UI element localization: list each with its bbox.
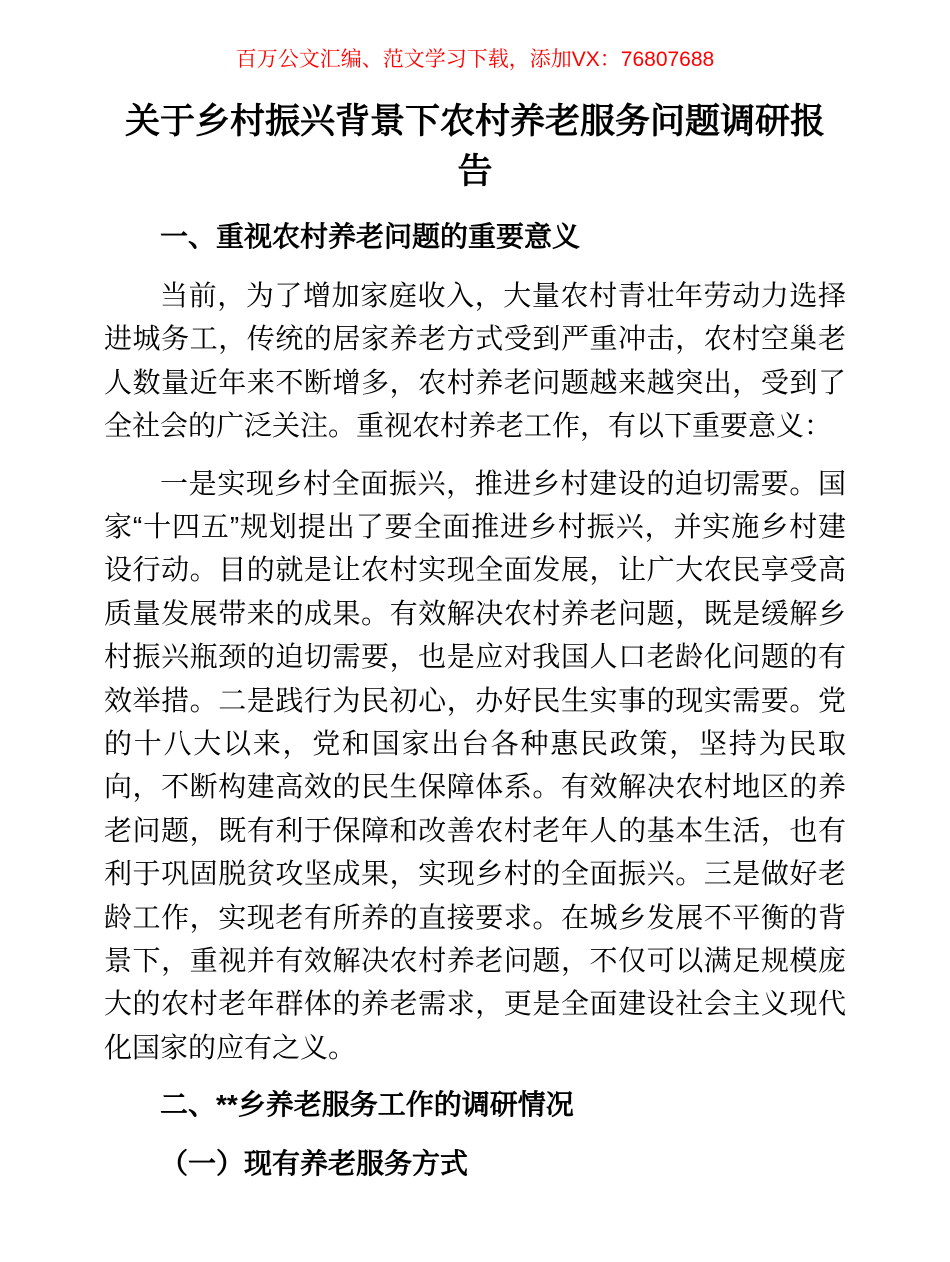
document-title: 关于乡村振兴背景下农村养老服务问题调研报告 [124, 102, 825, 191]
section-heading-1: 一、重视农村养老问题的重要意义 [160, 220, 581, 252]
header-promo-notice: 百万公文汇编、范文学习下载，添加VX：76807688 [235, 48, 715, 71]
paragraph-2: 一是实现乡村全面振兴，推进乡村建设的迫切需要。国家“十四五”规划提出了要全面推进乡村振兴，并实施乡村建设行动。目的就是让农村实现全面发展，让广大农民享受高质量发展带来的成果。有效解决农村养老问题，既是缓解乡村振兴瓶颈的迫切需要，也是应对我国人口老龄化问题的有效举措。二是践行为民初心，办好民生实事的现实需要。党的十八大以来，党和国家出台各种惠民政策，坚持为民取向，不断构建高效的民生保障体系。有效解决农村地区的养老问题，既有利于保障和改善农村老年人的基本生活，也有利于巩固脱贫攻坚成果，实现乡村的全面振兴。三是做好老龄工作，实现老有所养的直接要求。在城乡发展不平衡的背景下，重视并有效解决农村养老问题，不仅可以满足规模庞大的农村老年群体的养老需求，更是全面建设社会主义现代化国家的应有之义。 [104, 467, 846, 1063]
paragraph-1: 当前，为了增加家庭收入，大量农村青壮年劳动力选择进城务工，传统的居家养老方式受到严重冲击，农村空巢老人数量近年来不断增多，农村养老问题越来越突出，受到了全社会的广泛关注。重视农村养老工作，有以下重要意义： [104, 280, 846, 442]
section-heading-2: 二、**乡养老服务工作的调研情况 [160, 1089, 574, 1121]
section-heading-3: （一）现有养老服务方式 [160, 1148, 469, 1180]
